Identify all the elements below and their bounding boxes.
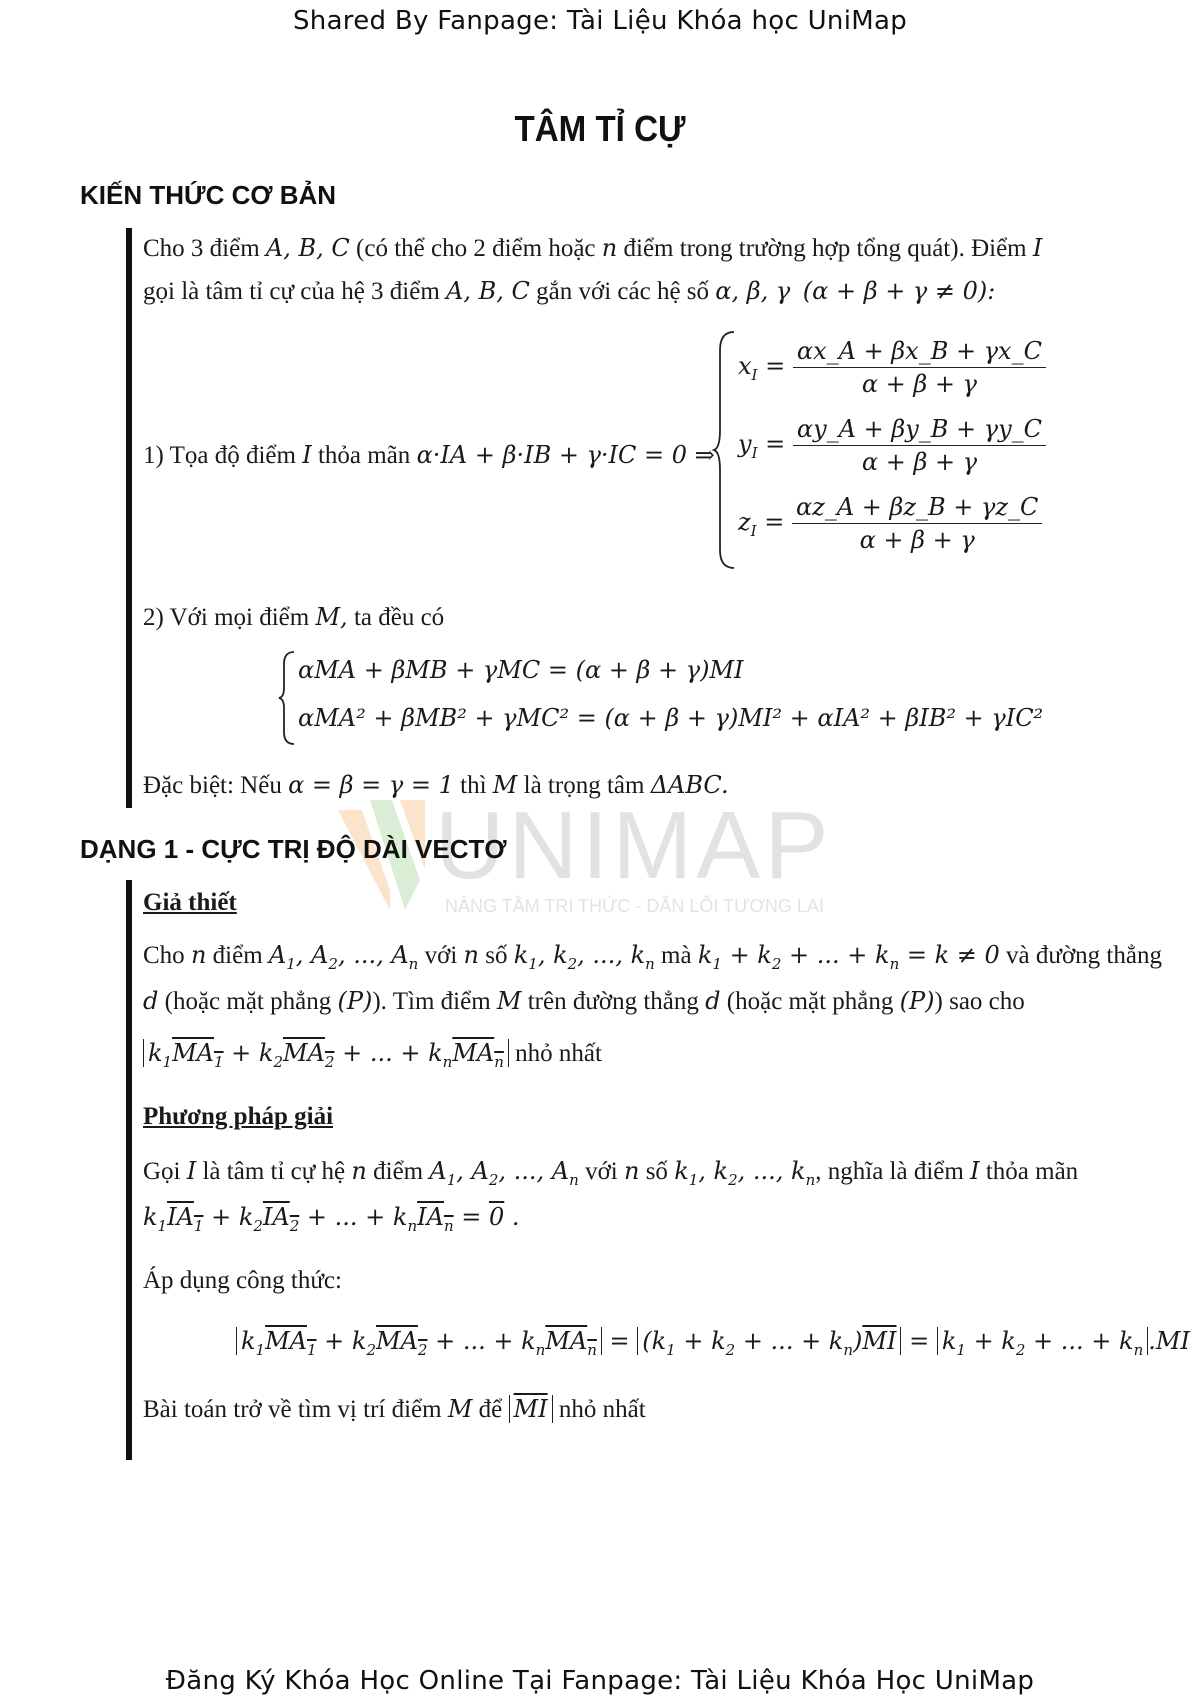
item1-equation: α·IA + β·IB + γ·IC = 0 ⇒ <box>416 441 715 469</box>
intro-line-1: Cho 3 điểm A, B, C (có thể cho 2 điểm hoặc n điểm trong trường hợp tổng quát). Điểm I <box>143 234 1043 262</box>
item1-coordinates: 1) Tọa độ điểm I thỏa mãn α·IA + β·IB + γ·IC = 0 ⇒ <box>143 441 715 469</box>
special-case-centroid: Đặc biệt: Nếu α = β = γ = 1 thì M là trọng tâm ΔABC. <box>143 771 729 799</box>
zI-denominator: α + β + γ <box>859 526 975 554</box>
method-line-2: $k_1IA_1 + k_2IA_2$ + ... + $k_nIA_n = 0$ . <box>143 1203 520 1235</box>
method-label: Phương pháp giải <box>143 1103 334 1130</box>
apply-formula: $k_1MA_1 + k_2MA_2$ + ... + $k_nMA_n = (k_1 + k_2$ + ... + $k_n)\overline{MI} = k_1 + k_2$ + ... + $k_n$ .MI <box>236 1318 1190 1373</box>
xI-denominator: α + β + γ <box>861 370 977 398</box>
page-title: TÂM TỈ CỰ <box>514 108 686 149</box>
item2-scalar-identity: αMA² + βMB² + γMC² = (α + β + γ)MI² + αIA² + βIB² + γIC² <box>298 704 1044 732</box>
item2-for-all-M: 2) Với mọi điểm M, ta đều có <box>143 603 445 631</box>
watermark-brand: UNIMAP <box>435 792 833 899</box>
section1-left-bar <box>126 228 132 808</box>
header-banner: Shared By Fanpage: Tài Liệu Khóa học UniMap <box>292 6 908 36</box>
given-line-2: d (hoặc mặt phẳng (P)). Tìm điểm M trên đường thẳng d (hoặc mặt phẳng (P)) sao cho <box>143 987 1025 1015</box>
yI-denominator: α + β + γ <box>861 448 978 476</box>
section2-left-bar <box>126 880 132 1460</box>
intro-line-2: gọi là tâm tỉ cự của hệ 3 điểm A, B, C gắn với các hệ số α, β, γ (α + β + γ ≠ 0): <box>143 277 996 305</box>
xI-formula: $x_I$ = $\frac{\alpha x\_A + \beta x\_B + \gamma x\_C}{\alpha + \beta + \gamma}$ <box>738 335 1046 400</box>
given-label: Giả thiết <box>143 889 237 916</box>
xI-numerator: αx_A + βx_B + γx_C <box>793 335 1046 368</box>
item2-vector-identity: αMA + βMB + γMC = (α + β + γ)MI <box>298 656 744 684</box>
given-line-3: $k_1MA_1 + k_2MA_2$ + ... + $k_nMA_n$ nhỏ nhất <box>143 1030 602 1085</box>
apply-label: Áp dụng công thức: <box>143 1267 342 1294</box>
zI-formula: $z_I$ = $\frac{\alpha z\_A + \beta z\_B + \gamma z\_C}{\alpha + \beta + \gamma}$ <box>738 491 1042 556</box>
method-line-1: Gọi I là tâm tỉ cự hệ n điểm $A_1$, $A_2$, ..., $A_n$ với n số $k_1$, $k_2$, ..., $k_n$, nghĩa là điểm I thỏa mãn <box>143 1157 1079 1189</box>
final-statement: Bài toán trở về tìm vị trí điểm M để $\overline{MI}$ nhỏ nhất <box>143 1395 646 1423</box>
section-heading-type-1: DẠNG 1 - CỰC TRỊ ĐỘ DÀI VECTƠ <box>80 834 507 864</box>
item2-system-brace <box>278 650 296 750</box>
coordinate-system-brace <box>712 330 736 570</box>
yI-numerator: αy_A + βy_B + γy_C <box>793 413 1046 446</box>
watermark-slogan: NÂNG TẦM TRI THỨC - DẪN LỐI TƯƠNG LAI <box>445 896 824 916</box>
given-line-1: Cho n điểm $A_1$, $A_2$, ..., $A_n$ với n số $k_1$, $k_2$, ..., $k_n$ mà $k_1 + k_2$ + ... + $k_n = k \ne 0$ và đường thẳng <box>143 941 1162 973</box>
section-heading-basic-knowledge: KIẾN THỨC CƠ BẢN <box>80 180 337 210</box>
footer-banner: Đăng Ký Khóa Học Online Tại Fanpage: Tài Liệu Khóa Học UniMap <box>165 1666 1035 1696</box>
zI-numerator: αz_A + βz_B + γz_C <box>792 491 1042 524</box>
yI-formula: $y_I$ = $\frac{\alpha y\_A + \beta y\_B + \gamma y\_C}{\alpha + \beta + \gamma}$ <box>738 413 1046 478</box>
